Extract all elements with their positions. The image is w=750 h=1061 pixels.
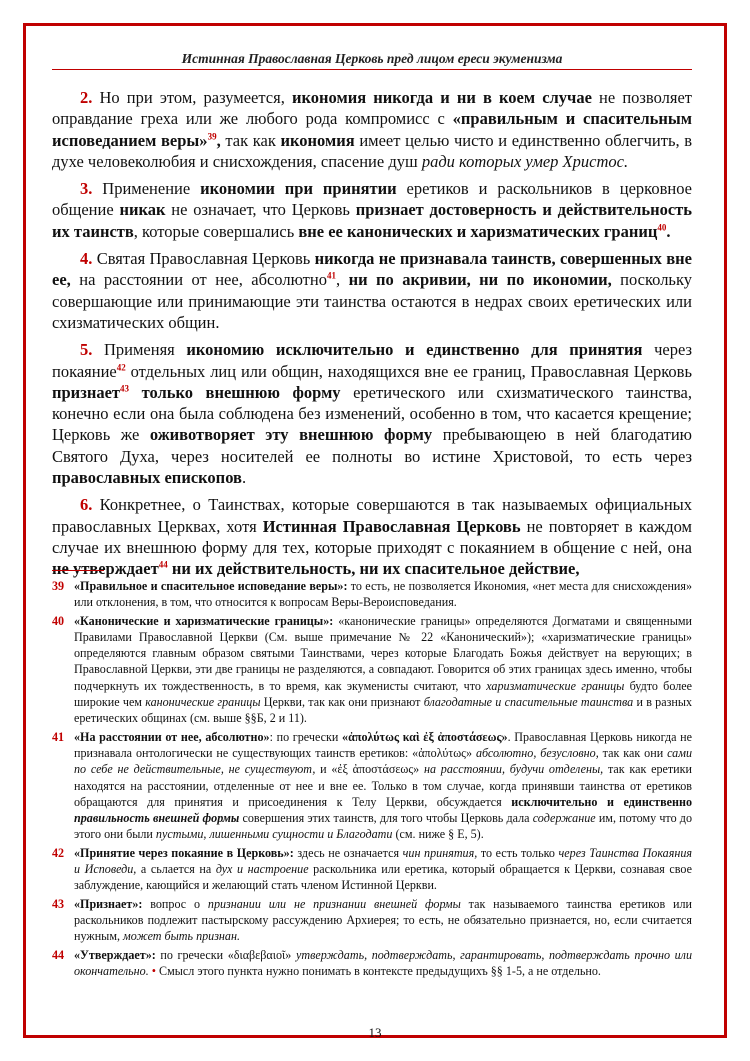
text-run: и «ἐξ ἀποστάσεως» (315, 762, 424, 777)
text-run: «канонические границы» определяются Догматами и священными Правилами Православной Церкви (См. выше примечание № 22 «Канонический»); «харизматические границы» определяются главным образом святыми Таинствами, через которые Благодать Божья действует на верующих; в Православной Церкви, эти две границы не разделяются, а совпадают. Говорится об этих границах здесь именно, чтобы подчеркнуть их тождественность, в то время, как экуменисты считают, что (74, 613, 692, 693)
text-run: имеет целью чисто и единственно облегчить, в духе человеколюбия и снисхождения, спасение душ (52, 130, 693, 171)
text-run: признании или не признании внешней формы (207, 896, 461, 911)
text-run: оживотворяет эту внешнюю форму (149, 425, 433, 445)
text-run: Но при этом, разумеется, (92, 88, 292, 107)
text-run: исключительно и единственно (511, 794, 692, 809)
bullet-icon: • (151, 963, 157, 978)
text-run: харизматические границы (486, 678, 625, 693)
text-run: не повторяет в каждом случае их внешнюю форму для тех, которые приходят с покаянием в общение с ней, она (52, 516, 692, 557)
text-run: никак (119, 200, 166, 220)
text-run: православных епископов (52, 468, 242, 488)
paragraph-number: 6. (80, 495, 93, 515)
text-run: еретиков и раскольников в церковное общение (52, 179, 692, 220)
text-run: раскольника или еретика, который обращается к Церкви, сознавая свое заблуждение, кающийся и желающий стать членом Истинной Церкви. (74, 862, 692, 893)
footnote-number: 39 (52, 579, 65, 593)
text-run: икономия никогда и ни в коем случае (291, 88, 592, 107)
text-run: через покаяние (52, 340, 692, 381)
text-run: пустыми, лишенными сущности и Благодати (155, 827, 393, 842)
text-run: «Признает»: (74, 896, 143, 911)
header-rule (52, 69, 692, 70)
footnote-44 (52, 947, 692, 980)
footnote-ref: 39 (207, 131, 217, 142)
text-run: пребывающею в ней благодатию Святого Духа, через носителей ее полноты во истине Христовой, то есть через (52, 425, 692, 466)
text-run: будто более широкие чем (74, 678, 692, 710)
footnote-number: 42 (52, 845, 65, 860)
text-run: правильность внешней формы (74, 811, 240, 826)
text-run: так как (225, 130, 281, 150)
text-run: . Православная Церковь никогда не признавала онтологически не существующих таинств еретиков: «ἀπολύτως» (74, 729, 693, 760)
footnote-40 (52, 613, 692, 727)
text-run: икономия (280, 130, 355, 150)
text-run: «На расстоянии от нее, абсолютно» (74, 729, 270, 744)
footnote-ref: 40 (657, 222, 667, 233)
text-run: признает (52, 382, 121, 402)
text-run: ради которых умер Христос. (421, 151, 629, 171)
footnote-41 (52, 729, 692, 843)
text-run: «Принятие через покаяние в Церковь»: (74, 845, 294, 860)
text-run: Применяя (92, 340, 187, 360)
text-run: . (666, 221, 671, 241)
text-run: никогда не признавала таинств, совершенных вне ее, (52, 249, 692, 290)
text-run: то есть только (477, 845, 559, 860)
text-run: ни по акривии, ни по икономии, (348, 270, 612, 290)
text-run: (см. ниже § Е, 5). (392, 827, 484, 842)
text-run: «правильным и спасительным исповеданием веры» (52, 109, 693, 150)
text-run: еретического или схизматического таинства, конечно если она была соблюдена без изменений, особенно в том, что касается крещение; Церковь же (52, 382, 693, 445)
paragraph-4 (52, 248, 692, 333)
footnote-ref: 41 (326, 270, 336, 281)
text-run: дух и настроение (215, 862, 309, 877)
text-run: : по гречески (269, 729, 343, 744)
text-run: . (241, 468, 247, 488)
text-run: , которые совершались (133, 221, 299, 241)
text-run: поскольку совершающие или принимающие эти таинства остаются в недрах своих еретических или схизматических общин. (52, 270, 692, 332)
paragraph-2 (52, 87, 692, 172)
page-number: 13 (368, 1025, 382, 1040)
footnote-ref: 43 (120, 383, 130, 394)
text-run: «Канонические и харизматические границы»: (74, 613, 334, 628)
text-run: Смысл этого пункта нужно понимать в контексте предыдущихъ §§ 1-5, а не отдельно. (156, 963, 601, 978)
text-run: сами по себе не действительные, не существуют, (74, 745, 692, 777)
text-run: благодатные и спасительные таинства (423, 695, 634, 710)
paragraph-number: 3. (80, 179, 93, 199)
paragraph-6 (52, 494, 692, 579)
text-run: а сьлается на (136, 862, 216, 877)
text-run: не утверждает (52, 559, 159, 579)
text-run: так называемого таинства еретиков или раскольников подлежит пастырскому рассуждению Архиерея; то есть, не обязательно признается, но, если считается нужным, (74, 896, 692, 944)
text-run: может быть признан. (123, 929, 240, 944)
paragraph-number: 5. (80, 340, 93, 360)
text-run: и в разных еретических общинах (см. выше §§Б, 2 и 11). (74, 695, 693, 726)
paragraph-3 (52, 178, 692, 242)
text-run: «Правильное и спасительное исповедание веры»: (74, 579, 348, 593)
paragraph-5 (52, 339, 692, 488)
text-run: совершения этих таинств, для того чтобы Церковь дала (239, 811, 533, 826)
footnote-43 (52, 896, 692, 945)
text-run: признает достоверность и действительность их таинств (52, 200, 692, 241)
text-run: на расстоянии от нее, абсолютно (70, 270, 327, 290)
text-run: Святая Православная Церковь (92, 249, 315, 269)
footnote-42 (52, 845, 692, 894)
text-run: по гречески «διαβεβαιοῖ» (155, 947, 296, 962)
text-run: содержание (532, 811, 596, 826)
text-run: здесь не означается (293, 845, 403, 860)
footnote-ref: 44 (158, 559, 168, 570)
footnote-39 (52, 578, 692, 611)
text-run: через Таинства Покаяния и Исповеди, (74, 845, 693, 877)
running-header: Истинная Православная Церковь пред лицом ереси экуменизма (181, 51, 563, 66)
text-run: только внешнюю форму (141, 382, 341, 402)
text-run: Применение (92, 179, 201, 199)
text-run: Истинная Православная Церковь (262, 516, 521, 536)
paragraph-number: 4. (80, 249, 93, 269)
footnotes (52, 578, 692, 981)
paragraph-number: 2. (80, 88, 93, 107)
text-run: абсолютно, безусловно, (475, 745, 599, 760)
text-run: «ἀπολύτως καὶ ἐξ ἀποστάσεως» (342, 729, 508, 744)
text-run: , (216, 130, 226, 150)
text-run: так как еретики находятся на расстоянии, отделенные от нее и вне ее. Только в том случае, когда принявши таинства от еретиков обращаются для принятия и присоединения к Телу Церкви, обсуждается (74, 762, 692, 809)
text-run: Церкви, так как они признают (260, 695, 424, 710)
text-run: отдельных лиц или общин, находящихся вне ее границ, Православная Церковь (125, 361, 692, 381)
text-run: , (335, 270, 349, 290)
text-run: икономии при принятии (200, 179, 397, 199)
text-run: икономию исключительно и единственно для принятия (186, 340, 643, 360)
text-run: Конкретнее, о Таинствах, которые совершаются в так называемых официальных православных Церквах, хотя (52, 495, 692, 536)
footnote-separator (52, 570, 104, 571)
footnote-number: 41 (52, 729, 65, 744)
text-run: так как они (598, 745, 668, 760)
footnote-number: 40 (52, 613, 65, 628)
text-run: не означает, что Церковь (165, 200, 356, 220)
main-text (52, 87, 692, 586)
text-run: ни их действительность, ни их спасительное действие, (167, 559, 580, 579)
text-run: чин принятия, (402, 845, 478, 860)
text-run: им, потому что до этого они были (74, 811, 693, 842)
footnote-number: 44 (52, 947, 65, 962)
text-run (129, 383, 142, 402)
footnote-ref: 42 (116, 362, 126, 373)
text-run: вопрос о (142, 896, 208, 911)
text-run: утверждать, подтверждать, гарантировать, подтверждать прочно или окончательно. (74, 947, 692, 978)
text-run: не позволяет оправдание греха или же любого рода компромисс с (52, 88, 693, 129)
text-run: то есть, не позволяется Икономия, «нет места для снисхождения» или отклонения, в том, что относится к вопросам Веры-Вероисповедания. (74, 579, 692, 610)
footnote-number: 43 (52, 896, 65, 911)
text-run: на расстоянии, будучи отделены, (423, 762, 604, 777)
text-run: «Утверждает»: (74, 947, 156, 962)
text-run: вне ее канонических и харизматических границ (298, 221, 658, 241)
text-run: канонические границы (145, 695, 261, 710)
